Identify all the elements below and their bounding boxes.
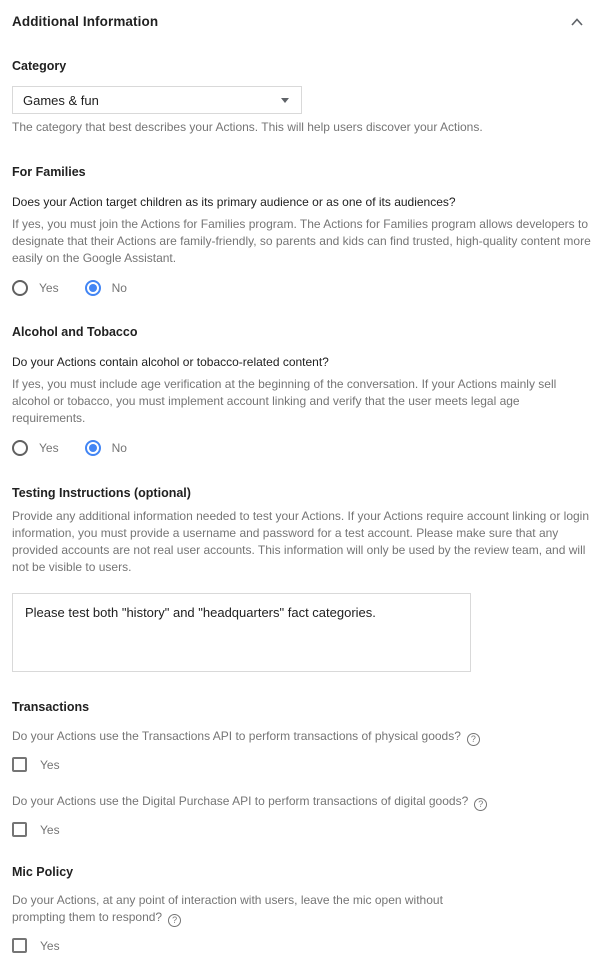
alcohol-tobacco-helper-text: If yes, you must include age verification at the beginning of the conversation. If your Actions mainly sell alcohol or tobacco, you must implement account linking and verify that the user meets legal age requirements. [12, 377, 557, 425]
mic-policy-title: Mic Policy [12, 865, 74, 879]
for-families-radio-group [12, 280, 593, 296]
category-helper-text: The category that best describes your Actions. This will help users discover your Actions. [12, 120, 483, 134]
alcohol-tobacco-radio-group [12, 440, 593, 456]
testing-instructions-title: Testing Instructions (optional) [12, 486, 191, 500]
help-circle-icon[interactable] [168, 914, 181, 927]
for-families-question: Does your Action target children as its primary audience or as one of its audiences? [12, 195, 456, 209]
section-alcohol-tobacco [12, 325, 593, 456]
section-category [12, 59, 593, 136]
checkbox-icon [12, 938, 27, 953]
alcohol-tobacco-radio-yes[interactable] [12, 440, 59, 456]
help-circle-icon[interactable] [467, 733, 480, 746]
checkbox-label: Yes [40, 938, 60, 953]
checkbox-label: Yes [40, 757, 60, 772]
mic-policy-checkbox[interactable] [12, 938, 593, 953]
alcohol-tobacco-title: Alcohol and Tobacco [12, 325, 138, 339]
radio-icon [85, 280, 101, 296]
transactions-digital-question [12, 793, 593, 810]
question-text: Do your Actions use the Digital Purchase API to perform transactions of digital goods? [12, 794, 469, 808]
for-families-radio-yes[interactable] [12, 280, 59, 296]
collapse-section-button[interactable] [567, 16, 587, 28]
help-circle-icon[interactable] [474, 798, 487, 811]
radio-icon [85, 440, 101, 456]
category-select[interactable] [12, 86, 302, 114]
radio-label: Yes [39, 281, 59, 295]
for-families-helper-text: If yes, you must join the Actions for Families program. The Actions for Families program allows developers to designate that their Actions are family-friendly, so parents and kids can find trusted, high-quality content more easily on the Google Assistant. [12, 217, 591, 265]
alcohol-tobacco-radio-no[interactable] [85, 440, 127, 456]
question-text: Do your Actions use the Transactions API to perform transactions of physical goods? [12, 729, 461, 743]
radio-label: No [111, 441, 127, 455]
transactions-physical-checkbox[interactable] [12, 757, 593, 772]
for-families-title: For Families [12, 165, 86, 179]
transactions-title: Transactions [12, 700, 90, 714]
panel-header [12, 14, 593, 29]
transactions-digital-checkbox[interactable] [12, 822, 593, 837]
checkbox-icon [12, 757, 27, 772]
question-text: Do your Actions, at any point of interaction with users, leave the mic open without prompting them to respond? [12, 893, 443, 924]
mic-policy-question [12, 892, 494, 926]
radio-icon [12, 440, 28, 456]
section-for-families [12, 165, 593, 296]
category-label: Category [12, 59, 67, 73]
radio-icon [12, 280, 28, 296]
alcohol-tobacco-question: Do your Actions contain alcohol or tobacco-related content? [12, 355, 329, 369]
category-selected-value: Games & fun [23, 92, 99, 108]
radio-label: No [111, 281, 127, 295]
chevron-up-icon [571, 14, 583, 29]
for-families-radio-no[interactable] [85, 280, 127, 296]
radio-label: Yes [39, 441, 59, 455]
section-transactions [12, 700, 593, 837]
checkbox-icon [12, 822, 27, 837]
transactions-physical-question [12, 728, 593, 745]
section-testing-instructions [12, 486, 593, 672]
testing-instructions-input[interactable] [12, 593, 471, 672]
checkbox-label: Yes [40, 822, 60, 837]
section-mic-policy [12, 865, 593, 953]
testing-instructions-helper-text: Provide any additional information needed to test your Actions. If your Actions require account linking or login information, you must provide a username and password for a test account. Please make sure that any provided accounts are not real user accounts. This information will only be used by the review team, and will not be visible to users. [12, 509, 590, 574]
panel-title: Additional Information [12, 14, 159, 29]
caret-down-icon [281, 98, 289, 103]
